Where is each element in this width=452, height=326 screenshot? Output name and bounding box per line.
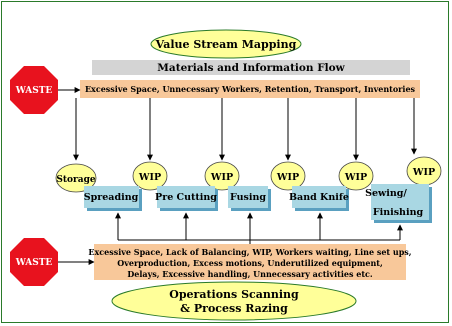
bottom-waste-line-2: Overproduction, Excess motions, Underutilized equipment, [117,258,383,268]
process-label-sewing: Sewing/ [365,188,407,199]
wip-label-4: WIP [344,172,368,183]
process-label-finishing: Finishing [372,207,424,218]
wip-label-5: WIP [412,167,436,178]
wip-label-3: WIP [276,172,300,183]
bottom-title-line-2: & Process Razing [180,302,288,315]
waste-label-bottom: WASTE [15,258,53,268]
process-label-pre-cutting: Pre Cutting [155,192,217,203]
wip-label-2: WIP [210,172,234,183]
top-waste-text: Excessive Space, Unnecessary Workers, Retention, Transport, Inventories [84,84,416,94]
bottom-waste-line-1: Excessive Space, Lack of Balancing, WIP, Workers waiting, Line set ups, [88,247,412,257]
process-label-band-knife: Band Knife [289,192,349,203]
bottom-waste-line-3: Delays, Excessive handling, Unnecessary activities etc. [127,269,373,279]
flow-bar-label: Materials and Information Flow [157,62,345,74]
process-label-spreading: Spreading [83,192,139,203]
waste-label-top: WASTE [15,86,53,96]
bottom-title-line-1: Operations Scanning [169,288,299,301]
wip-label-1: WIP [138,172,162,183]
storage-label: Storage [56,175,96,185]
diagram-title: Value Stream Mapping [155,38,297,51]
process-label-fusing: Fusing [230,192,266,203]
